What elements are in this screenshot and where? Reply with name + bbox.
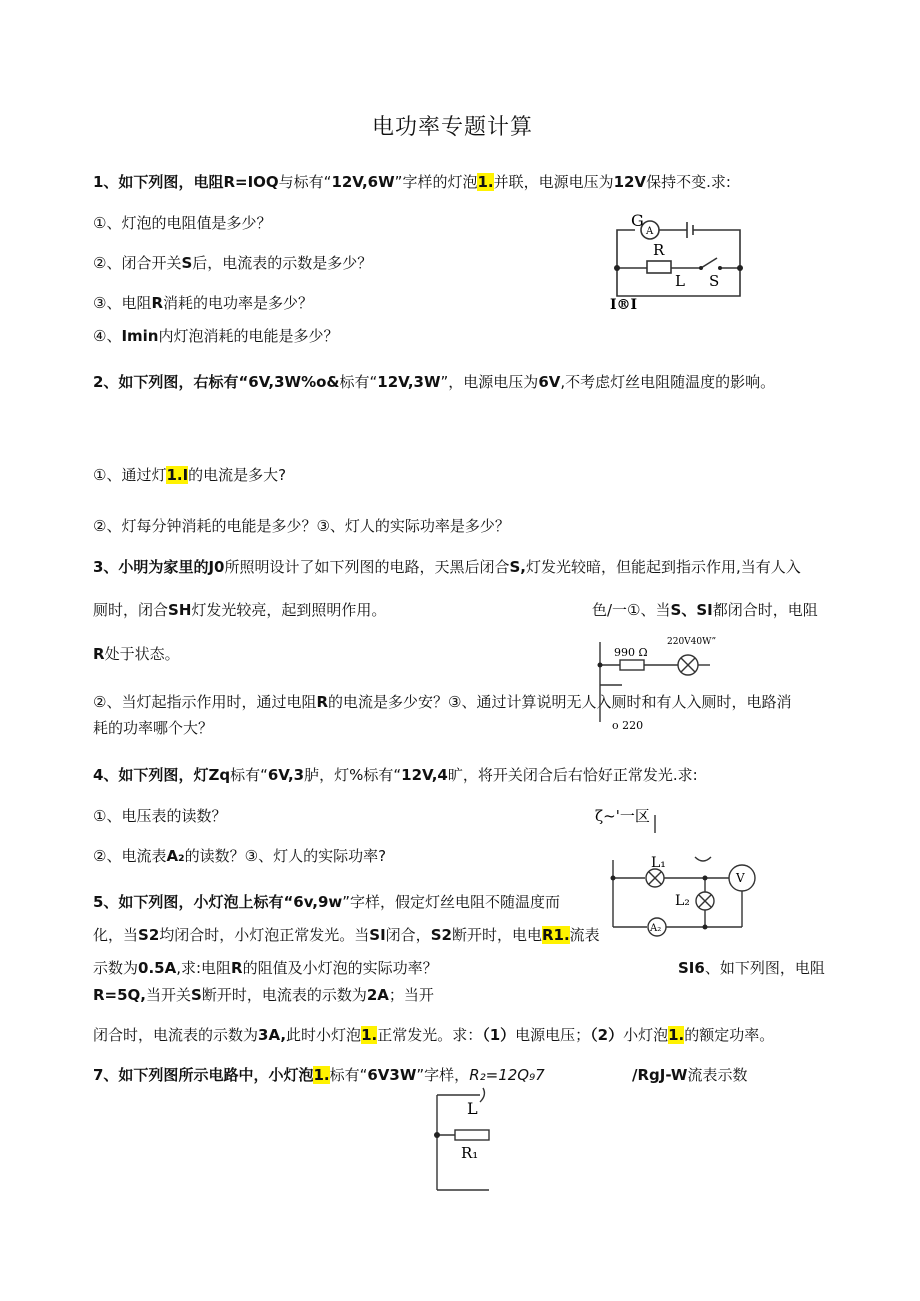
q2-c: 标有“ <box>339 373 378 391</box>
q1-item-1: ①、灯泡的电阻值是多少？ <box>93 214 272 232</box>
q4-item-1: ①、电压表的读数？ <box>93 807 227 825</box>
q3-l2r-a: 色/一①、当 <box>592 601 671 619</box>
q4-d: 6V,3 <box>267 766 305 784</box>
q3-fig-lamp: 220V40W” <box>667 637 717 647</box>
q1-fig-L: L <box>675 272 685 290</box>
q4-fig-V: V <box>736 871 745 885</box>
q5-l5e: 正常发光。求： <box>377 1026 483 1044</box>
q1-i4c: 内灯泡消耗的电能是多少？ <box>158 327 339 345</box>
q4-fig-L2: L₂ <box>675 893 690 909</box>
q2-i1b: 1.I <box>166 466 189 484</box>
q5-l2i: 流表 <box>569 926 600 944</box>
q5-l2a: 化，当 <box>93 926 139 944</box>
q3-circuit-diagram <box>592 630 742 730</box>
q4-stem <box>93 765 698 785</box>
q7-b: 1. <box>313 1066 330 1084</box>
q4-fig-A2: A₂ <box>650 923 662 934</box>
q1-s7: 并联，电源电压为 <box>493 173 614 191</box>
q3-line-5: 耗的功率哪个大？ <box>93 719 214 737</box>
q5-l3e: 的阻值及小灯泡的实际功率？ <box>242 959 438 977</box>
q1-item-4 <box>93 326 339 346</box>
q7-a: 7、如下列图所示电路中，小灯泡 <box>93 1066 314 1084</box>
q2-e: ”，电源电压为 <box>440 373 539 391</box>
q5-l4e: 2A <box>366 986 389 1004</box>
q7-fig-L: L <box>467 1099 478 1118</box>
q3-l2c: 灯发光较亮，起到照明作用。 <box>191 601 387 619</box>
q5-l5g: 电源电压； <box>515 1026 591 1044</box>
q3-l1a: 3、小明为家里的 <box>93 558 209 576</box>
q5-l5a: 闭合时，电流表的示数为 <box>93 1026 259 1044</box>
q5-l3a: 示数为 <box>93 959 139 977</box>
q5-l1b: 6v,9w <box>293 893 343 911</box>
q3-l1e: 灯发光较暗，但能起到指示作用,当有人入 <box>526 558 801 576</box>
q4-i2c: 的读数？③、灯人的实际功率? <box>184 847 387 865</box>
q5-l3b: 0.5A <box>138 959 177 977</box>
q1-i2a: ②、闭合开关 <box>93 254 182 272</box>
q3-fig-res: 990 Ω <box>614 646 648 659</box>
q5-l1c: ”字样，假定灯丝电阻不随温度而 <box>342 893 561 911</box>
q5-l5b: 3A, <box>258 1026 287 1044</box>
q5-l1a: 5、如下列图，小灯泡上标有“ <box>93 893 294 911</box>
q5-l4b: 当开关 <box>146 986 192 1004</box>
q1-s8: 12V <box>613 173 647 191</box>
q7-e: ”字样， <box>416 1066 470 1084</box>
q5-l5j: 1. <box>668 1026 685 1044</box>
q3-l2r-c: 都闭合时，电阻 <box>712 601 818 619</box>
q2-a: 2、如下列图，右标有“ <box>93 373 249 391</box>
q7-g: /RgJ-W <box>632 1066 688 1084</box>
q1-i4b: Imin <box>121 327 159 345</box>
q4-fig-top: ζ~'一区 <box>595 807 650 825</box>
q7-stem <box>93 1065 545 1085</box>
q2-item-2: ②、灯每分钟消耗的电能是多少？③、灯人的实际功率是多少？ <box>93 517 510 535</box>
q5-l5f: （1） <box>482 1026 516 1044</box>
q5-l4c: S <box>191 986 202 1004</box>
q4-g: 旷，将开关闭合后右恰好正常发光.求: <box>447 766 698 784</box>
q5-l2e: 闭合， <box>385 926 431 944</box>
q7-fig-R1: R₁ <box>461 1144 479 1162</box>
q3-line-1 <box>93 557 801 577</box>
q5-l2h: R1. <box>541 926 570 944</box>
q1-s6: 1. <box>477 173 494 191</box>
q3-l2a: 厕时，闭合 <box>93 601 169 619</box>
q3-l2r-b: S、SI <box>670 601 713 619</box>
q4-a: 4、如下列图，灯 <box>93 766 209 784</box>
q1-s5: ”字样的灯泡 <box>394 173 478 191</box>
q3-line-2 <box>93 600 386 620</box>
q3-l4a: ②、当灯起指示作用时，通过电阻 <box>93 693 317 711</box>
q7-stem-right <box>632 1065 747 1085</box>
q5-l2f: S2 <box>430 926 452 944</box>
q4-fig-L1: L₁ <box>651 855 666 871</box>
q4-item-2 <box>93 846 386 866</box>
q5-line-2 <box>93 925 600 945</box>
q2-b: 6V,3W%o& <box>248 373 340 391</box>
q2-d: 12V,3W <box>377 373 441 391</box>
q5-l5d: 1. <box>361 1026 378 1044</box>
q1-fig-G: G <box>631 211 644 230</box>
q4-i2a: ②、电流表 <box>93 847 167 865</box>
q2-item-1 <box>93 465 286 485</box>
q2-f: 6V <box>538 373 561 391</box>
q4-c: 标有“ <box>230 766 268 784</box>
q1-i3a: ③、电阻 <box>93 294 152 312</box>
q5-l4a: R=5Q, <box>93 986 147 1004</box>
q3-fig-src: o 220 <box>612 719 644 732</box>
q1-circuit-diagram <box>605 210 755 313</box>
q1-item-2 <box>93 253 372 273</box>
q2-g: ,不考虑灯丝电阻随温度的影响。 <box>560 373 776 391</box>
q5-l2c: 均闭合时，小灯泡正常发光。当 <box>159 926 370 944</box>
q7-c: 标有“ <box>329 1066 368 1084</box>
q5-line-5 <box>93 1025 774 1045</box>
q1-fig-A: A <box>646 226 654 237</box>
q5-l5h: （2） <box>590 1026 624 1044</box>
q5-l2g: 断开时，电电 <box>451 926 542 944</box>
q1-fig-S: S <box>709 272 720 290</box>
q3-l4c: 的电流是多少安？③、通过计算说明无人入厕时和有人入厕时，电路消 <box>328 693 792 711</box>
q1-s4: 12V,6W <box>331 173 395 191</box>
q5-l5c: 此时小灯泡 <box>286 1026 362 1044</box>
q7-f: R₂=12Q₉7 <box>469 1066 545 1084</box>
q5-l5k: 的额定功率。 <box>684 1026 775 1044</box>
q1-i4a: ④、 <box>93 327 122 345</box>
q5-line-1 <box>93 892 560 912</box>
q1-s9: 保持不变.求: <box>646 173 731 191</box>
q5-l4f: ；当开 <box>388 986 434 1004</box>
q1-i3b: R <box>151 294 164 312</box>
q3-l2b: SH <box>168 601 192 619</box>
q1-s2: R=IOQ <box>223 173 279 191</box>
q2-stem <box>93 372 775 392</box>
q1-i2b: S <box>181 254 193 272</box>
q2-i1c: 的电流是多大? <box>188 466 287 484</box>
page-title: 电功率专题计算 <box>372 115 534 140</box>
q4-e: 胪，灯%标有“ <box>304 766 402 784</box>
q4-i2b: A₂ <box>166 847 185 865</box>
q1-i3c: 消耗的电功率是多少？ <box>163 294 314 312</box>
q3-l3a: R <box>93 645 105 663</box>
q3-l1c: 所照明设计了如下列图的电路，天黑后闭合 <box>224 558 510 576</box>
q3-l1b: J0 <box>208 558 225 576</box>
q1-fig-R: R <box>653 241 665 259</box>
q5-l2b: S2 <box>138 926 160 944</box>
q3-l1d: S, <box>509 558 527 576</box>
q6-start <box>678 958 825 978</box>
q7-d: 6V3W <box>367 1066 417 1084</box>
q5-l3r-a: SI6 <box>678 959 705 977</box>
q2-i1a: ①、通过灯 <box>93 466 167 484</box>
q5-l2d: SI <box>369 926 386 944</box>
q3-l3b: 处于状态。 <box>104 645 180 663</box>
q1-s3: 与标有“ <box>278 173 332 191</box>
q1-s1: 1、如下列图，电阻 <box>93 173 224 191</box>
q3-line-2-right <box>592 600 818 620</box>
q7-h: 流表示数 <box>687 1066 748 1084</box>
q4-f: 12V,4 <box>401 766 448 784</box>
q5-l5i: 小灯泡 <box>623 1026 669 1044</box>
q1-fig-caption: I®I <box>610 297 638 313</box>
q5-l3c: ,求:电阻 <box>176 959 232 977</box>
q5-l3r-b: 、如下列图，电阻 <box>704 959 825 977</box>
q5-l3d: R <box>231 959 243 977</box>
q5-l4d: 断开时，电流表的示数为 <box>201 986 367 1004</box>
q1-i2c: 后，电流表的示数是多少？ <box>192 254 373 272</box>
q7-circuit-diagram <box>425 1090 500 1200</box>
q3-line-3 <box>93 644 180 664</box>
q5-line-3 <box>93 958 438 978</box>
q4-circuit-diagram <box>595 795 755 935</box>
q1-stem <box>93 172 731 192</box>
q3-l4b: R <box>316 693 329 711</box>
q1-item-3 <box>93 293 313 313</box>
q4-b: Zq <box>208 766 231 784</box>
q5-line-4 <box>93 985 434 1005</box>
